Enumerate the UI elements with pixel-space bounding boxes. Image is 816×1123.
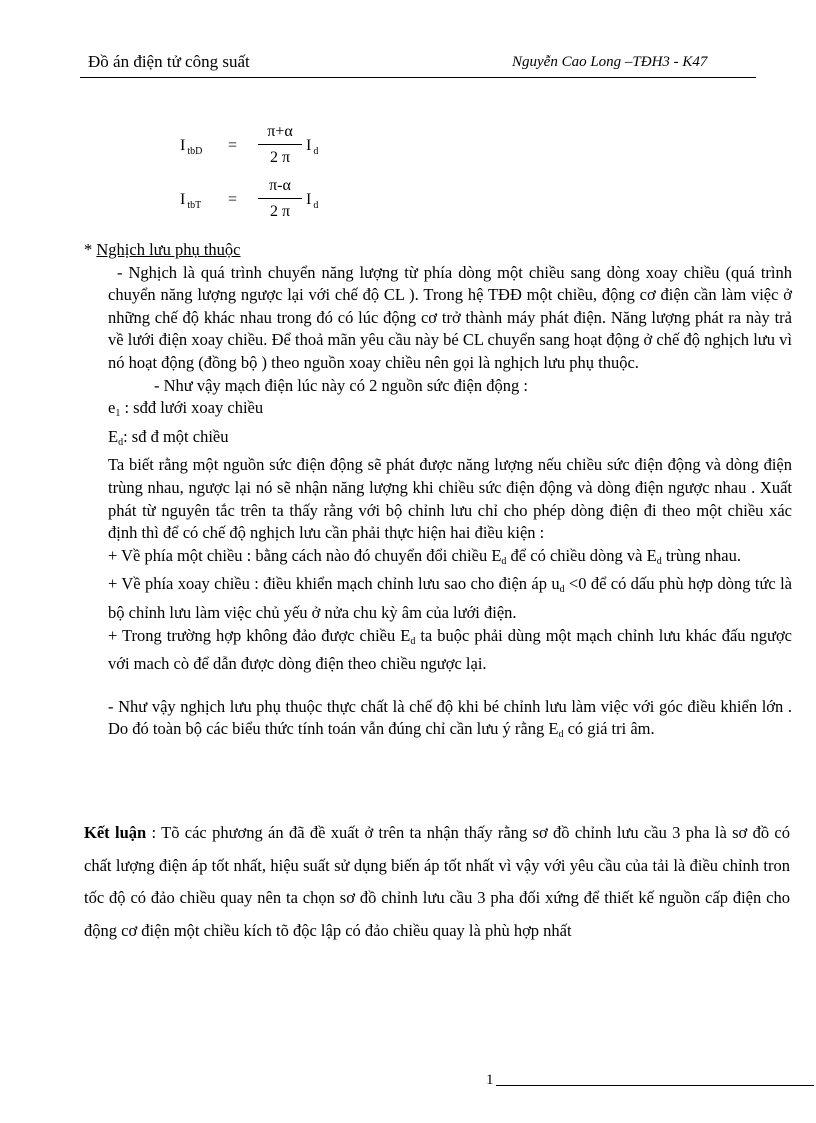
header-document-title: Đồ án điện tử công suất [88, 52, 250, 71]
condition-reverse: + Trong trường hợp không đảo được chiều $E_d$ ta buộc phải dùng một mạch chỉnh lưu khác đấu ngược với mach cò để dẫn được dòng điện theo chiều ngược lại. [108, 625, 793, 674]
formula-numerator: π-α [258, 176, 302, 199]
paragraph-summary: - Như vậy nghịch lưu phụ thuộc thực chất là chế độ khi bé chỉnh lưu làm việc với góc điều khiển lớn . Do đó toàn bộ các biểu thức tính toán vẫn đúng chỉ cần lưu ý rằng $E_d$ có giá tri âm. [108, 696, 792, 741]
footer-divider [496, 1085, 814, 1086]
conclusion-paragraph [84, 817, 790, 947]
page-number: 1 [486, 1072, 494, 1088]
paragraph-two-sources: - Như vậy mạch điện lúc này có 2 nguồn sức điện động : [154, 375, 528, 395]
header-author: Nguyễn Cao Long –TĐH3 - K47 [512, 54, 708, 70]
section-body [84, 239, 793, 747]
formula-lhs: I $_{tbT}$ [180, 191, 202, 211]
paragraph-definition: - Nghịch là quá trình chuyển năng lượng từ phía dòng một chiều sang dòng xoay chiều (quá trình chuyển năng lượng ngược lại với chế độ CL ). Trong hệ TĐĐ một chiều, động cơ điện cần làm việc ở những chế độ khác nhau trong đó có lúc động cơ trở thành máy phát điện. Năng lượng phát ra này trả về lưới điện xoay chiều. Để thoả mãn yêu cầu này bé CL chuyển sang hoạt động ở chế độ nghịch lưu vì nó hoạt động (đồng bộ ) theo nguồn xoay chiều nên gọi là nghịch lưu phụ thuộc. [108, 262, 792, 372]
condition-ac-side: + Về phía xoay chiều : điều khiển mạch chỉnh lưu sao cho điện áp $u_d <0$ để có dấu phù hợp dòng tức là bộ chỉnh lưu làm việc chủ yếu ở nửa chu kỳ âm của lưới điện. [108, 574, 792, 622]
formula-fraction [258, 176, 302, 222]
formula-denominator: 2 π [269, 149, 291, 166]
conclusion-label: Kết luận [84, 823, 147, 842]
formula-rhs: I $_d$ [306, 191, 319, 211]
formula-lhs: I $_{tbD}$ [180, 137, 203, 157]
conclusion-text: : Tõ các phương án đã đề xuất ở trên ta nhận thấy rằng sơ đồ chỉnh lưu cầu 3 pha là sơ đồ có chất lượng điện áp tốt nhất, hiệu suất sử dụng biến áp tốt nhất vì vậy với yêu cầu của tải là điều chỉnh tron tốc độ có đảo chiều quay nên ta chọn sơ đồ chỉnh lưu cầu 3 pha đối xứng để thiết kế nguồn cấp điện cho động cơ điện một chiều kích tõ độc lập có đảo chiều quay là phù hợp nhất [84, 823, 790, 940]
header-divider [80, 77, 756, 78]
paragraph-principle: Ta biết rằng một nguồn sức điện động sẽ phát được năng lượng nếu chiều sức điện động và dòng điện trùng nhau, ngược lại nó sẽ nhận năng lượng khi chiều sức điện động và dòng điện ngược nhau . Xuất phát từ nguyên tắc trên ta thấy rằng với bộ chỉnh lưu chỉ cho phép dòng điện đi theo một chiều xác định thì để có chế độ nghịch lưu cần phải thực hiện hai điều kiện : [108, 455, 792, 543]
condition-dc-side: + Về phía một chiều : bằng cách nào đó chuyển đổi chiều $E_d$ để có chiều dòng và $E_d$ trùng nhau. [108, 545, 741, 567]
formula-equals: = [228, 191, 238, 208]
source-e1: $e_1$ : sđđ lưới xoay chiều [108, 398, 264, 420]
formula-rhs: I $_d$ [306, 137, 319, 157]
paragraph-gap [108, 676, 792, 696]
formula-equals: = [228, 137, 238, 154]
formula-denominator: 2 π [269, 203, 291, 220]
formula-numerator: π+α [258, 122, 302, 145]
formula-fraction [258, 122, 302, 168]
source-ed: $E_d$: sđ đ một chiều [108, 426, 229, 448]
section-heading: * Nghịch lưu phụ thuộc [84, 240, 241, 259]
